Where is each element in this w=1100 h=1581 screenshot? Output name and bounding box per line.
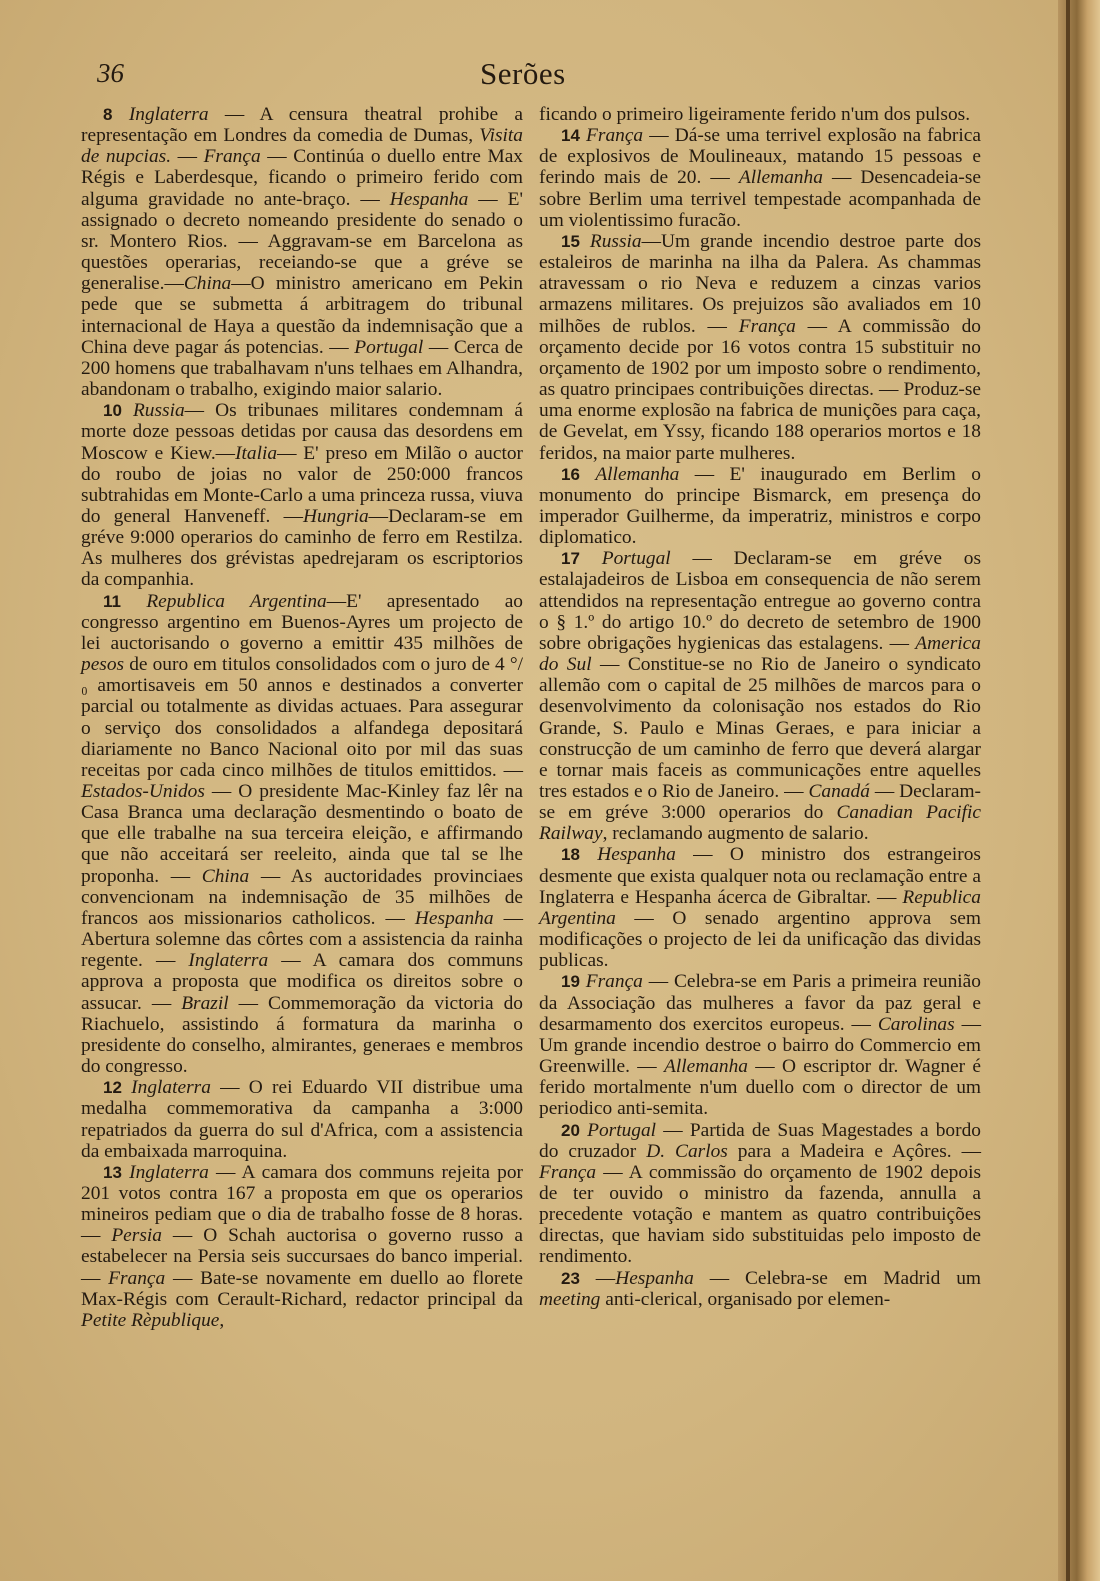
- book-spine-edge: [1058, 0, 1100, 1581]
- country-name: Inglaterra: [128, 104, 209, 125]
- entry-text: —Declaram-se em gréve 9:000 operarios do caminho de ferro em Restilza. As mulheres dos grévistas apedrejaram os escriptorios da companhia.: [81, 505, 523, 591]
- country-name: meeting: [539, 1288, 601, 1310]
- country-name: Hespanha: [597, 844, 676, 866]
- entry-text: — Desencadeia-se sobre Berlim uma terrivel tempestade acompanhada de um violentissimo furacão.: [539, 167, 981, 231]
- entry-text: — E' inaugurado em Berlim o monumento do principe Bismarck, em presença do imperador Guilherme, da imperatriz, ministros e corpo diplomatico.: [539, 463, 981, 549]
- entry-text: — Dá-se uma terrivel explosão na fabrica de explosivos de Moulineaux, matando 15 pessoas e ferindo mais de 20. —: [539, 125, 981, 189]
- entry-text: — A commissão do orçamento decide por 16 votos contra 15 substituir no orçamento de 1902 por um imposto sobre o rendimento, as quatro principaes contribuições directas. — Produz-se uma enorme explosão na fabrica de munições para caça, de Gevelat, em Yssy, ficando 188 operarios mortos e 18 feridos, na maior parte mulheres.: [539, 315, 981, 464]
- country-name: Allemanha: [738, 167, 823, 189]
- country-name: D. Carlos: [646, 1140, 728, 1162]
- entry-text: — E' preso em Milão o auctor do roubo de joias no valor de 250:000 francos subtrahidas em Monte-Carlo a uma princeza russa, viuva do general Hanveneff. —: [81, 442, 523, 527]
- chronicle-entry: [539, 125, 981, 231]
- country-name: China: [201, 865, 250, 887]
- running-title: Serões: [480, 56, 566, 91]
- entry-text: — Um grande incendio destroe o bairro do Commercio em Greenwille. —: [539, 1013, 981, 1078]
- country-name: Canadá: [808, 781, 870, 802]
- chronicle-entry: [81, 400, 523, 590]
- entry-text: —Um grande incendio destroe parte dos estaleiros de marinha na ilha da Palera. As chammas atravessam o rio Neva e reduzem a cinzas varios armazens militares. Os prejuizos são avaliados em 10 milhões de rublos. —: [539, 230, 981, 337]
- country-name: Russia: [132, 400, 185, 422]
- entry-text: — O ministro dos estrangeiros desmente que exista qualquer nota ou reclamação entre a Inglaterra e Hespanha ácerca de Gibraltar. —: [539, 844, 981, 908]
- left-text-column: [81, 104, 523, 1331]
- entry-text: ,: [219, 1309, 225, 1331]
- chronicle-entry: [539, 548, 981, 844]
- page-number: 36: [97, 58, 124, 88]
- country-name: Estados-Unidos: [81, 781, 205, 802]
- country-name: Portugal: [587, 1119, 657, 1141]
- country-name: Italia: [235, 442, 278, 464]
- entry-day-number: 16: [561, 464, 580, 484]
- country-name: França: [203, 146, 261, 168]
- entry-text: — Partida de Suas Magestades a bordo do cruzador: [539, 1119, 981, 1162]
- entry-text: anti-clerical, organisado por elemen-: [600, 1288, 891, 1310]
- country-name: Allemanha: [595, 463, 680, 485]
- country-name: Hungria: [302, 505, 369, 527]
- country-name: Portugal: [354, 336, 424, 358]
- country-name: França: [585, 971, 643, 993]
- country-name: Russia: [589, 230, 642, 252]
- entry-text: — A commissão do orçamento de 1902 depois de ter ouvido o ministro da fazenda, annulla a precedente votação e mantem as quatro contribuições directas, que haviam sido substituidas pelo imposto de rendimento.: [539, 1161, 981, 1268]
- entry-text: — Commemoração da victoria do Riachuelo, assistindo á formatura da marinha o presidente do conselho, almirantes, generaes e membros do congresso.: [81, 992, 523, 1078]
- country-name: Visita de nupcias.: [81, 125, 523, 168]
- entry-text: , reclamando augmento de salario.: [602, 823, 869, 845]
- country-name: America do Sul: [539, 632, 981, 676]
- chronicle-entry: [81, 1162, 523, 1331]
- entry-text: — Os tribunaes militares condemnam á morte doze pessoas detidas por causa das desordens em Moscow e Kiew.—: [81, 400, 523, 464]
- entry-day-number: 18: [561, 845, 580, 865]
- entry-text: — Declaram-se em gréve os estalajadeiros de Lisboa em consequencia de não serem attendidos na representação entregue ao governo contra o § 1.º do artigo 10.º do decreto de setembro de 1900 sobre obrigações hygienicas das estalagens. —: [539, 548, 981, 654]
- country-name: Republica Argentina: [539, 886, 981, 929]
- country-name: Hespanha: [615, 1267, 694, 1289]
- chronicle-entry: [539, 844, 981, 971]
- entry-text: — As auctoridades provinciaes convencionam na indemnisação de 35 milhões de francos aos missionarios catholicos. —: [81, 865, 523, 929]
- entry-text: — O Schah auctorisa o governo russo a estabelecer na Persia seis succursaes do banco imperial. —: [81, 1225, 523, 1289]
- chronicle-entry: [539, 1268, 981, 1310]
- entry-text: — O senado argentino approva sem modificações o projecto de lei da unificação das dividas publicas.: [539, 907, 981, 972]
- entry-text: — Continúa o duello entre Max Régis e Laberdesque, ficando o primeiro ferido com alguma gravidade no ante-braço. —: [81, 146, 524, 210]
- entry-text: — Celebra-se em Madrid um: [693, 1267, 981, 1289]
- entry-day-number: 23: [561, 1268, 580, 1288]
- country-name: Hespanha: [389, 188, 469, 210]
- entry-text: — A camara dos communs approva a proposta que modifica os direitos sobre o assucar. —: [81, 950, 523, 1014]
- entry-text: — E' assignado o decreto nomeando presidente do senado o sr. Montero Rios. — Aggravam-se em Barcelona as questões operarias, receiando-se que a gréve se generalise.—: [81, 188, 523, 295]
- entry-day-number: 13: [103, 1162, 122, 1182]
- entry-day-number: 14: [561, 126, 580, 146]
- entry-text: — A censura theatral prohibe a representação em Londres da comedia de Dumas,: [81, 104, 523, 147]
- entry-day-number: 15: [561, 231, 580, 251]
- country-name: Canadian Pacific Railway: [539, 802, 981, 845]
- entry-text: — Bate-se novamente em duello ao florete Max-Régis com Cerault-Richard, redactor principal da: [81, 1267, 523, 1310]
- country-name: Allemanha: [663, 1056, 748, 1078]
- chronicle-entry: [539, 1120, 981, 1268]
- country-name: Inglaterra: [131, 1077, 211, 1099]
- country-name: Republica Argentina: [146, 590, 327, 612]
- entry-day-number: 12: [103, 1078, 122, 1098]
- chronicle-entry: [539, 231, 981, 464]
- entry-text: de ouro em titulos consolidados com o juro de 4 °/₀ amortisaveis em 50 annos e destinados a converter parcial ou totalmente as dividas actuaes. Para assegurar o serviço dos consolidados a alfandega depositará diariamente no Banco Nacional oito por mil das suas receitas por cada cinco milhões de titulos emittidos. —: [81, 654, 523, 781]
- entry-day-number: 19: [561, 972, 580, 992]
- entry-text: — O escriptor dr. Wagner é ferido mortalmente n'um duello com o director de um periodico anti-semita.: [539, 1056, 981, 1120]
- entry-text: ficando o primeiro ligeiramente ferido n'um dos pulsos.: [539, 104, 971, 125]
- entry-text: — Abertura solemne das côrtes com a assistencia da rainha regente. —: [81, 907, 523, 972]
- chronicle-entry: [81, 104, 523, 400]
- entry-text: —: [171, 146, 204, 168]
- country-name: China: [183, 273, 232, 295]
- country-name: Petite Rèpublique: [81, 1309, 220, 1331]
- country-name: França: [586, 125, 644, 147]
- country-name: Brazil: [181, 992, 229, 1014]
- entry-text: — Celebra-se em Paris a primeira reunião da Associação das mulheres a favor da paz geral e desarmamento dos exercitos europeus. —: [539, 971, 981, 1035]
- country-name: pesos: [81, 654, 125, 676]
- country-name: Inglaterra: [129, 1161, 209, 1183]
- country-name: Persia: [111, 1225, 162, 1247]
- entry-text: —E' apresentado ao congresso argentino em Buenos-Ayres um projecto de lei auctorisando o governo a emittir 435 milhões de: [81, 590, 523, 654]
- entry-text: — Cerca de 200 homens que trabalhavam n'uns telhaes em Alhandra, abandonam o trabalho, exigindo maior salario.: [81, 336, 523, 401]
- country-name: França: [738, 315, 796, 337]
- entry-text: — Constitue-se no Rio de Janeiro o syndicato allemão com o capital de 25 milhões de marcos para o desenvolvimento da colonisação nos estados do Rio Grande, S. Paulo e Minas Geraes, e para iniciar a construcção de um caminho de ferro que deverá alargar e tornar mais faceis as communicações entre aquelles tres estados e o Rio de Janeiro. —: [539, 654, 981, 802]
- country-name: Hespanha: [414, 907, 494, 929]
- entry-day-number: 8: [103, 105, 113, 124]
- chronicle-entry: [81, 1077, 523, 1162]
- chronicle-entry: [539, 104, 981, 125]
- entry-day-number: 17: [561, 549, 580, 569]
- entry-text: —O ministro americano em Pekin pede que se submetta á arbitragem do tribunal internacional de Haya a questão da indemnisação que a China deve pagar ás potencias. —: [81, 273, 523, 358]
- chronicle-entry: [539, 464, 981, 549]
- country-name: Carolinas: [877, 1013, 955, 1035]
- entry-day-number: 20: [561, 1120, 580, 1140]
- entry-text: —: [595, 1267, 616, 1289]
- entry-day-number: 11: [103, 591, 121, 611]
- country-name: Inglaterra: [188, 950, 269, 972]
- chronicle-entry: [539, 971, 981, 1119]
- chronicle-entry: [81, 591, 523, 1078]
- right-text-column: [539, 104, 981, 1310]
- country-name: França: [539, 1161, 597, 1183]
- entry-text: — O presidente Mac-Kinley faz lêr na Casa Branca uma declaração desmentindo o boato de que elle trabalhe na sua terceira eleição, e affirmando que não acceitará ser reeleito, ainda que tal se lhe proponha. —: [81, 781, 523, 887]
- spine-binding-line: [1066, 0, 1070, 1581]
- entry-day-number: 10: [103, 401, 122, 421]
- entry-text: — Declaram-se em gréve 3:000 operarios do: [539, 781, 981, 824]
- entry-text: para a Madeira e Açôres. —: [727, 1140, 981, 1162]
- country-name: Portugal: [601, 548, 671, 570]
- entry-text: — A camara dos communs rejeita por 201 votos contra 167 a proposta em que os operarios mineiros pediam que o dia de trabalho fosse de 8 horas. —: [81, 1161, 523, 1247]
- entry-text: — O rei Eduardo VII distribue uma medalha commemorativa da campanha a 3:000 repatriados da guerra do sul d'Africa, com a assistencia da embaixada marroquina.: [81, 1077, 523, 1162]
- country-name: França: [108, 1267, 166, 1289]
